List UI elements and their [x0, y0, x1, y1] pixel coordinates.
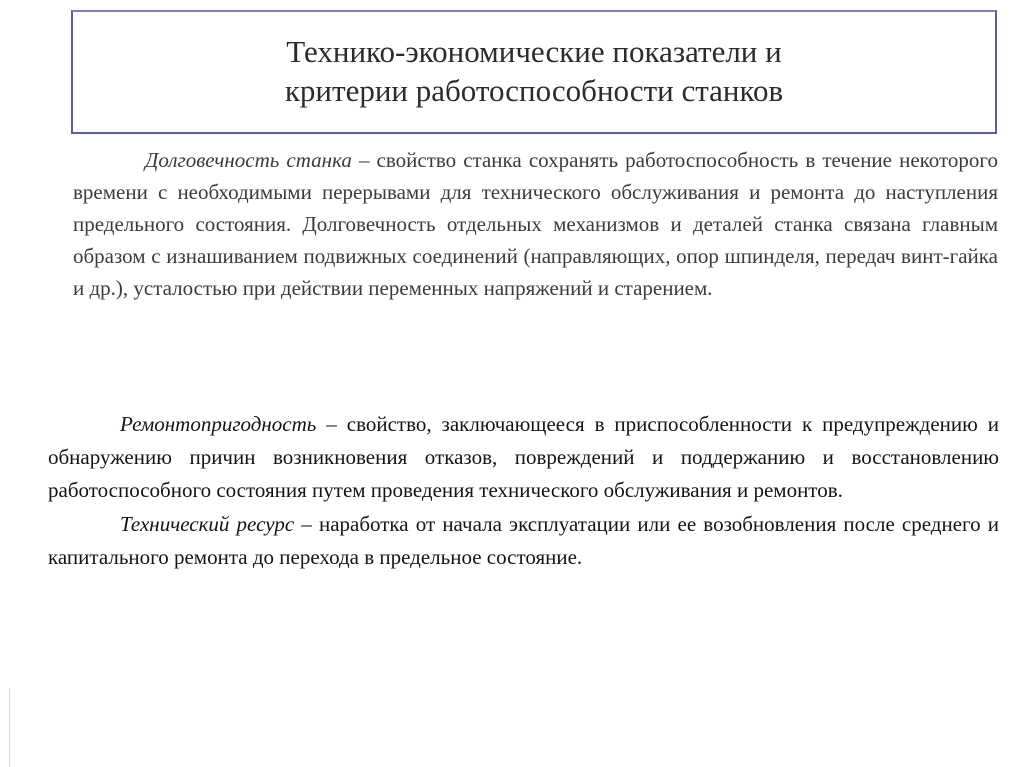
title-box — [71, 10, 997, 134]
paragraph-resource — [48, 508, 999, 574]
term-resource: Технический ресурс — [120, 512, 295, 536]
paragraphs-group — [48, 408, 999, 574]
paragraph-durability — [73, 144, 998, 304]
left-divider — [9, 688, 10, 767]
paragraph-maintainability — [48, 408, 999, 507]
title-line-2: критерии работоспособности станков — [284, 73, 784, 108]
term-maintainability: Ремонтопригодность — [120, 412, 317, 436]
term-durability: Долговечность станка — [145, 148, 352, 172]
definition-durability: – свойство станка сохранять работоспособность в течение некоторого времени с необходимыми перерывами для технического обслуживания и ремонта до наступления предельного состояния. Долговечность отдельных механизмов и деталей станка связана главным образом с изнашиванием подвижных соединений (направляющих, опор шпинделя, передач винт-гайка и др.), усталостью при действии переменных напряжений и старением. — [73, 148, 998, 300]
title-line-1: Технико-экономические показатели и — [286, 34, 782, 69]
definition-resource: – наработка от начала эксплуатации или ее возобновления после среднего и капитального ремонта до перехода в предельное состояние. — [48, 512, 1000, 569]
paragraph-durability-text — [73, 144, 998, 304]
definition-maintainability: – свойство, заключающееся в приспособленности к предупреждению и обнаружению причин возникновения отказов, повреждений и поддержанию и восстановлению работоспособного состояния путем проведения технического обслуживания и ремонтов. — [48, 412, 999, 502]
